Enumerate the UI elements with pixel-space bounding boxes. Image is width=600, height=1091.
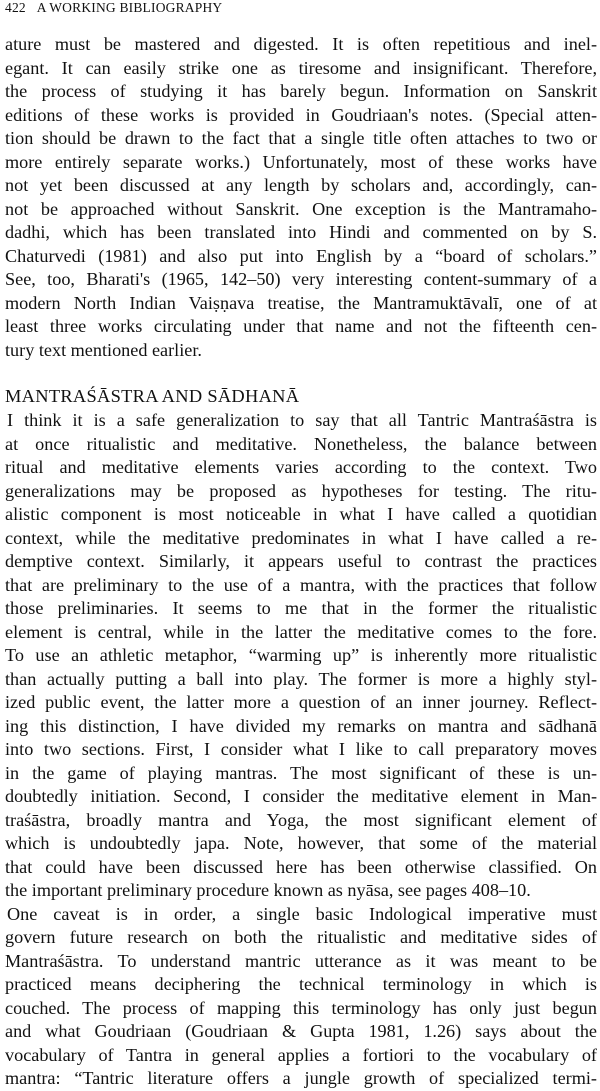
text-line: vocabulary of Tantra in general applies a fortiori to the vocabulary of [5, 1044, 597, 1065]
text-line: into two sections. First, I consider what I like to call preparatory moves [5, 739, 597, 759]
text-line: which is undoubtedly japa. Note, however, that some of the material [5, 833, 597, 853]
text-line: modern North Indian Vaiṣṇava treatise, the Mantramuktāvalī, one of at [5, 292, 597, 313]
text-line: in the game of playing mantras. The most significant of these is un- [5, 762, 597, 783]
text-line: egant. It can easily strike one as tiresome and insignificant. Therefore, [5, 57, 597, 78]
text-line: couched. The process of mapping this terminology has only just begun [5, 997, 597, 1018]
text-line: editions of these works is provided in Goudriaan's notes. (Special atten- [5, 104, 597, 125]
paragraph-3 [5, 903, 597, 1091]
text-line: ized public event, the latter more a question of an inner journey. Reflect- [5, 692, 597, 712]
text-line: mantra: “Tantric literature offers a jungle growth of specialized termi- [5, 1068, 597, 1088]
paragraph-1 [5, 33, 597, 362]
text-line: that are preliminary to the use of a mantra, with the practices that follow [5, 574, 597, 595]
text-line: tion should be drawn to the fact that a single title often attaches to two or [5, 128, 597, 148]
text-line: context, while the meditative predominates in what I have called a re- [5, 527, 597, 548]
text-line: the process of studying it has barely begun. Information on Sanskrit [5, 81, 597, 101]
text-line: ing this distinction, I have divided my remarks on mantra and sādhanā [5, 715, 597, 736]
text-line: See, too, Bharati's (1965, 142–50) very interesting content-summary of a [5, 269, 597, 289]
text-line: than actually putting a ball into play. The former is more a highly styl- [5, 668, 597, 689]
text-line: demptive context. Similarly, it appears useful to contrast the practices [5, 551, 597, 571]
text-line: that could have been discussed here has been otherwise classified. On [5, 856, 597, 877]
text-line: One caveat is in order, a single basic Indological imperative must [7, 903, 597, 924]
text-line: ritual and meditative elements varies according to the context. Two [5, 457, 597, 477]
text-line: more entirely separate works.) Unfortunately, most of these works have [5, 151, 597, 172]
text-line: ature must be mastered and digested. It is often repetitious and inel- [5, 34, 597, 54]
text-line: Chaturvedi (1981) and also put into English by a “board of scholars.” [5, 245, 597, 266]
text-line: not yet been discussed at any length by scholars and, accordingly, can- [5, 175, 597, 195]
text-line: dadhi, which has been translated into Hindi and commented on by S. [5, 222, 597, 242]
text-line: and what Goudriaan (Goudriaan & Gupta 1981, 1.26) says about the [5, 1021, 597, 1041]
text-line: element is central, while in the latter the meditative comes to the fore. [5, 621, 597, 642]
running-title: A WORKING BIBLIOGRAPHY [36, 0, 223, 15]
section-gap [5, 362, 597, 383]
text-line: the important preliminary procedure known as nyāsa, see pages 408–10. [5, 880, 531, 900]
text-line: govern future research on both the ritualistic and meditative sides of [5, 927, 597, 947]
paragraph-2 [5, 409, 597, 903]
text-line: tury text mentioned earlier. [5, 339, 202, 360]
text-line: To use an athletic metaphor, “warming up” is inherently more ritualistic [5, 645, 597, 665]
text-line: I think it is a safe generalization to say that all Tantric Mantraśāstra is [7, 410, 597, 430]
text-line: not be approached without Sanskrit. One exception is the Mantramaho- [5, 198, 597, 219]
text-line: practiced means deciphering the technical terminology in which is [5, 974, 597, 994]
text-line: least three works circulating under that name and not the fifteenth cen- [5, 316, 597, 336]
page-number: 422 [5, 0, 26, 15]
text-line: doubtedly initiation. Second, I consider the meditative element in Man- [5, 786, 597, 806]
text-line: alistic component is most noticeable in what I have called a quotidian [5, 504, 597, 524]
text-line: generalizations may be proposed as hypotheses for testing. The ritu- [5, 480, 597, 501]
body-text [5, 33, 597, 1091]
text-line: those preliminaries. It seems to me that in the former the ritualistic [5, 598, 597, 618]
running-head [5, 0, 222, 16]
text-line: Mantraśāstra. To understand mantric utterance as it was meant to be [5, 950, 597, 971]
text-line: at once ritualistic and meditative. Nonetheless, the balance between [5, 433, 597, 454]
section-heading: MANTRAŚĀSTRA AND SĀDHANĀ [5, 386, 300, 406]
text-line: traśāstra, broadly mantra and Yoga, the most significant element of [5, 809, 597, 830]
